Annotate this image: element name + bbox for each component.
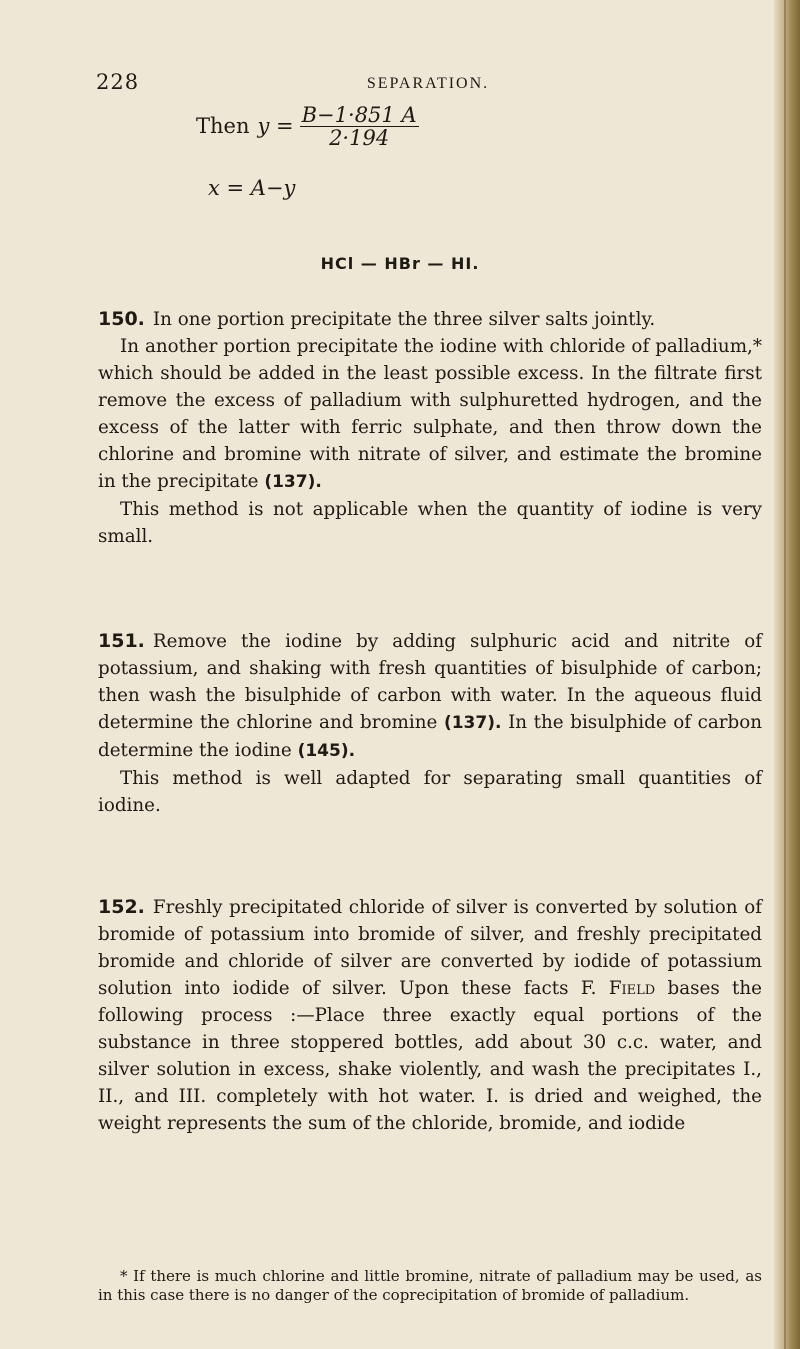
equation-y	[196, 102, 419, 150]
paragraph	[98, 894, 762, 1137]
page-edge-shadow	[774, 0, 800, 1349]
y-lhs: y =	[257, 114, 294, 138]
section-number: 151.	[98, 630, 145, 652]
paragraph-text: This method is not applicable when the quantity of iodine is very small.	[98, 499, 762, 547]
section-number: 150.	[98, 308, 145, 330]
paragraph-text: bases the following process :—Place three exactly equal portions of the substance in three stoppered bottles, add about 30 c.c. water, and silver solution in excess, shake violently, and wash the precipitates I., II., and III. completely with hot water. I. is dried and weighed, the weight represents the sum of the chloride, bromide, and iodide	[98, 978, 762, 1134]
paragraph	[98, 628, 762, 765]
page-number: 228	[96, 70, 140, 94]
then-word: Then	[196, 114, 250, 138]
equation-x: x = A−y	[208, 176, 296, 200]
section-number: 152.	[98, 896, 145, 918]
section-152	[98, 894, 762, 1137]
page-header	[96, 70, 760, 100]
paragraph-text: Remove the iodine by adding sulphuric acid and nitrite of potassium, and shaking with fresh quantities of bisulphide of carbon; then wash the bisulphide of carbon with water. In the aqueous fluid determine the chlorine and bromine	[98, 631, 762, 733]
section-151	[98, 628, 762, 819]
y-numerator: B−1·851 A	[301, 102, 417, 127]
paragraph	[98, 333, 762, 496]
paragraph-text: In another portion precipitate the iodine with chloride of palladium,* which should be added in the least possible excess. In the filtrate first remove the excess of palladium with sulphuretted hydrogen, and the excess of the latter with ferric sulphate, and then throw down the chlorine and bromine with nitrate of silver, and estimate the bromine in the precipitate	[98, 336, 762, 492]
cross-reference: (145).	[297, 741, 356, 761]
equations-block	[196, 102, 419, 206]
section-150	[98, 306, 762, 550]
paragraph-text: This method is well adapted for separating small quantities of iodine.	[98, 768, 762, 816]
running-title: SEPARATION.	[366, 75, 490, 92]
paragraph-text: In one portion precipitate the three silver salts jointly.	[152, 309, 656, 330]
cross-reference: (137).	[264, 472, 322, 492]
y-fraction	[300, 104, 419, 149]
y-denominator: 2·194	[329, 125, 390, 150]
paragraph	[98, 765, 762, 819]
cross-reference: (137).	[443, 713, 502, 733]
author-name: Field	[608, 978, 656, 999]
section-subheading: HCl — HBr — HI.	[320, 254, 480, 273]
paragraph-text: In the bisulphide of carbon determine the iodine	[98, 712, 763, 761]
paragraph	[98, 306, 762, 333]
footnote: * If there is much chlorine and little bromine, nitrate of palladium may be used, as in this case there is no danger of the coprecipitation of bromide of palladium.	[98, 1267, 762, 1304]
paragraph	[98, 496, 762, 550]
paragraph-text: Freshly precipitated chloride of silver is converted by solution of bromide of potassium into bromide of silver, and freshly precipitated bromide and chloride of silver are converted by iodide of potassium solution into iodide of silver. Upon these facts F.	[98, 897, 762, 999]
